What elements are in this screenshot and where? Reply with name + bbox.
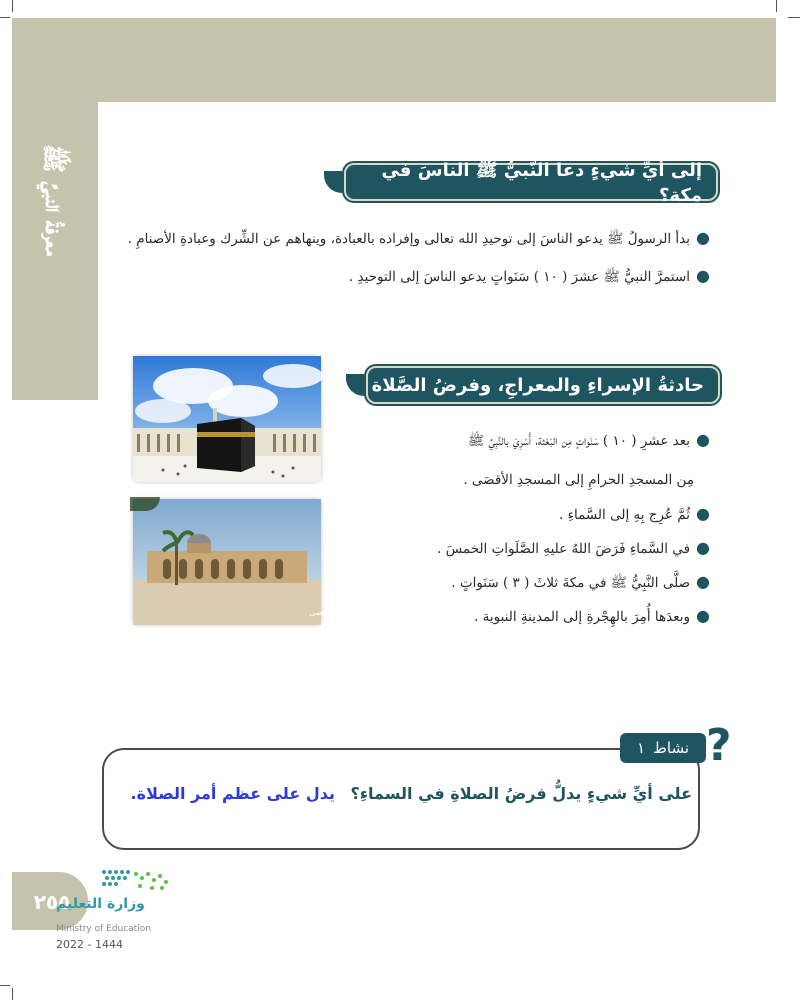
section1-bullets bbox=[110, 228, 710, 298]
crop-mark bbox=[788, 17, 800, 18]
crop-mark bbox=[12, 0, 13, 12]
activity-question: على أيِّ شيءٍ يدلُّ فرضُ الصلاةِ في السماءِ؟ bbox=[350, 784, 692, 803]
bullet-icon: ● bbox=[696, 228, 710, 247]
crop-mark bbox=[0, 17, 10, 18]
crop-mark bbox=[12, 988, 13, 1000]
activity-label: نشاط bbox=[653, 739, 690, 757]
bullet-icon: ● bbox=[696, 266, 710, 285]
activity-tag bbox=[620, 733, 706, 763]
bullet-icon: ● bbox=[696, 606, 710, 625]
aqsa-photo bbox=[133, 499, 362, 625]
list-item: مِن المسجدِ الحرامِ إلى المسجدِ الأقصَى . bbox=[463, 472, 694, 488]
activity-content bbox=[131, 784, 692, 803]
section2-bullets bbox=[340, 430, 710, 630]
bullet-icon: ● bbox=[696, 538, 710, 557]
header-band bbox=[12, 18, 776, 102]
list-item: ●ثُمَّ عُرِج بِهِ إلى السَّماءِ . bbox=[559, 504, 710, 523]
list-item: ●استمرَّ النبيُّ ﷺ عشرَ ( ١٠ ) سَنَواتٍ يدعو الناسَ إلى التوحيدِ . bbox=[348, 266, 710, 285]
ministry-name-ar: وزارة التعليم bbox=[56, 896, 145, 912]
bullet-icon: ● bbox=[696, 430, 710, 449]
aqsa-caption: المسجد الأقصى bbox=[309, 608, 362, 617]
ministry-logo-icon bbox=[100, 866, 170, 896]
list-item: ●صلَّى النَّبِيُّ ﷺ في مكةَ ثلاثَ ( ٣ ) سَنَواتٍ . bbox=[451, 572, 710, 591]
crop-mark bbox=[0, 985, 10, 986]
sidebar-title: معرفةُ النبيِّ ﷺ bbox=[40, 144, 69, 256]
kaaba-photo bbox=[133, 356, 321, 482]
activity-number: ١ bbox=[636, 739, 646, 757]
list-item: ●بدأ الرسولُ ﷺ يدعو الناسَ إلى توحيدِ الله تعالى وإفراده بالعبادة، وينهاهم عن الشِّرك وعبادةِ الأصنامِ . bbox=[127, 228, 710, 247]
crop-mark bbox=[776, 0, 777, 12]
section2-title bbox=[366, 366, 720, 404]
ministry-name-en: Ministry of Education bbox=[56, 924, 151, 934]
bullet-icon: ● bbox=[696, 572, 710, 591]
section1-title-text: إلى أيِّ شيءٍ دعا النَّبيُّ ﷺ الناسَ في مكة؟ bbox=[381, 159, 702, 206]
bullet-icon: ● bbox=[696, 504, 710, 523]
edition-year: 2022 - 1444 bbox=[56, 938, 123, 951]
list-item: ●بعد عشرِ ( ١٠ ) سَنَواتٍ مِن البَعْثة، أُسْرِيَ بالنَّبِيِّ ﷺ bbox=[467, 430, 710, 449]
section2-title-text: حادثةُ الإسراءِ والمعراجِ، وفرضُ الصَّلاة bbox=[371, 374, 704, 396]
page-number: ٢٥٥ bbox=[33, 890, 71, 914]
list-item: ●وبعدَها أُمِرَ بالهِجْرةِ إلى المدينةِ النبوية . bbox=[474, 606, 710, 625]
activity-answer: يدل على عظم أمر الصلاة. bbox=[130, 784, 335, 803]
question-mark-icon: ? bbox=[706, 720, 732, 771]
section1-title bbox=[344, 159, 718, 206]
list-item: ●في السَّماءِ فَرَضَ اللهُ عليهِ الصَّلَواتِ الخمسَ . bbox=[437, 538, 710, 557]
